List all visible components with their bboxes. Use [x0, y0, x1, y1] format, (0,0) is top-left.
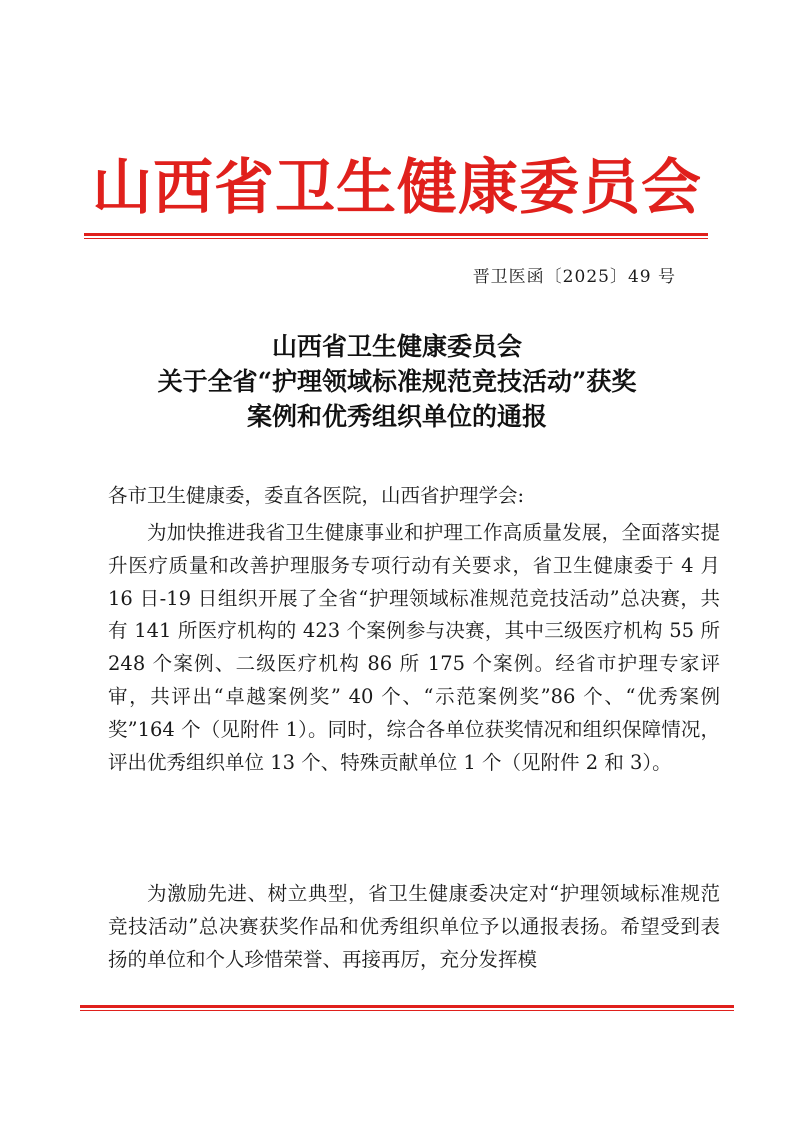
document-title-line-1: 山西省卫生健康委员会 — [271, 332, 522, 361]
document-number: 晋卫医函〔2025〕49 号 — [472, 267, 676, 287]
letterhead-title: 山西省卫生健康委员会 — [92, 153, 702, 223]
footer-divider-thick — [80, 1005, 734, 1008]
body-paragraph-1: 为加快推进我省卫生健康事业和护理工作高质量发展，全面落实提升医疗质量和改善护理服务专项行动有关要求，省卫生健康委于 4 月 16 日-19 日组织开展了全省“护理领域标准规范竞技活动”总决赛，共有 141 所医疗机构的 423 个案例参与决赛，其中三级医疗机构 55 所 248 个案例、二级医疗机构 86 所 175 个案例。经省市护理专家评审，共评出“卓越案例奖” 40 个、“示范案例奖”86 个、“优秀案例奖”164 个（见附件 1）。同时，综合各单位获奖情况和组织保障情况，评出优秀组织单位 13 个、特殊贡献单位 1 个（见附件 2 和 3）。 — [108, 521, 720, 774]
document-title-line-3: 案例和优秀组织单位的通报 — [246, 402, 547, 431]
footer-divider-thin — [80, 1010, 734, 1011]
letterhead-divider-thick — [84, 233, 708, 236]
document-title-line-2: 关于全省“护理领域标准规范竞技活动”获奖 — [157, 367, 637, 396]
salutation: 各市卫生健康委，委直各医院，山西省护理学会: — [108, 484, 525, 507]
letterhead-divider-thin — [84, 238, 708, 239]
body-paragraph-2: 为激励先进、树立典型，省卫生健康委决定对“护理领域标准规范竞技活动”总决赛获奖作品和优秀组织单位予以通报表扬。希望受到表扬的单位和个人珍惜荣誉、再接再厉，充分发挥模 — [108, 882, 720, 971]
